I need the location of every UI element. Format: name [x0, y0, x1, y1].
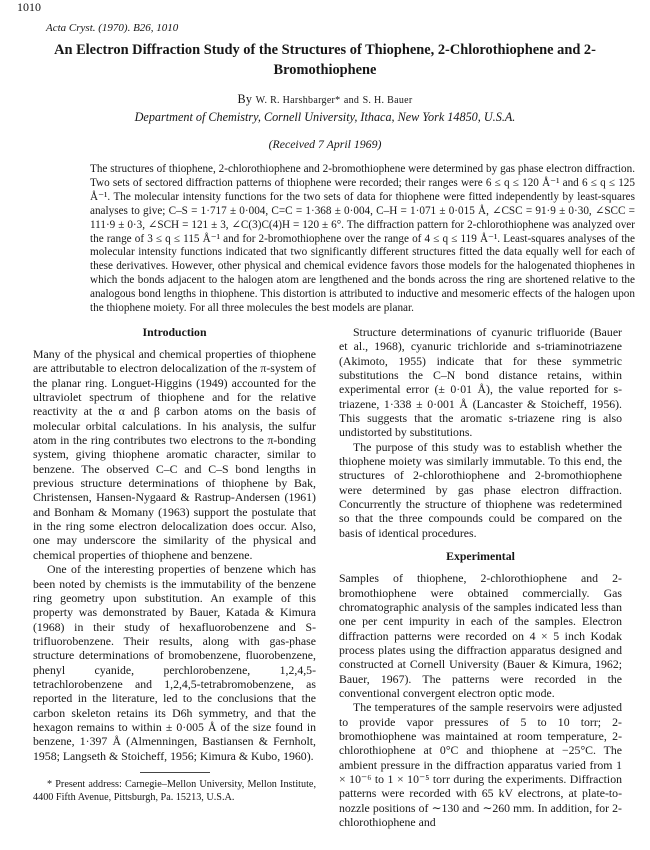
author-conjunction: and	[343, 95, 360, 106]
left-column	[33, 325, 316, 804]
abstract: The structures of thiophene, 2-chlorothiophene and 2-bromothiophene were determined by gas phase electron diffraction. Two sets of sectored diffraction patterns of thiophene were recorded; their ranges were 6 ≤ q ≤ 120 Å⁻¹ and 6 ≤ q ≤ 125 Å⁻¹. The molecular intensity functions for the two sets of data for thiophene were fitted independently by least-squares analyses to give; C–S = 1·717 ± 0·004, C=C = 1·368 ± 0·004, C–H = 1·071 ± 0·015 Å, ∠CSC = 91·9 ± 0·30, ∠SCC = 111·9 ± 0·3, ∠SCH = 121 ± 3, ∠C(3)C(4)H = 120 ± 6°. The diffraction pattern for 2-chlorothiophene was analyzed over the range of 3 ≤ q ≤ 115 Å⁻¹ and for 2-bromothiophene over the range of 4 ≤ q ≤ 119 Å⁻¹. Least-squares analyses of the molecular intensity functions indicated that two significantly different structures fitted the data equally well for each of these derivatives. However, other physical and chemical evidence favors those models for the halogenated thiophenes in which the bonds adjacent to the halogen atom are lengthened and the bonds across the ring are shortened relative to the analogous bond lengths in thiophene. This distortion is attributed to inductive and mesomeric effects of the halogen upon the thiophene moiety. For all three molecules the best models are planar.	[90, 163, 635, 315]
author-prefix: By	[237, 92, 253, 106]
journal-citation: Acta Cryst. (1970). B26, 1010	[46, 22, 179, 34]
author-line	[40, 92, 610, 107]
page-number: 1010	[17, 0, 41, 14]
footnote: * Present address: Carnegie–Mellon University, Mellon Institute, 4400 Fifth Avenue, Pittsburgh, Pa. 15213, U.S.A.	[33, 778, 316, 803]
author-2: S. H. Bauer	[362, 95, 413, 106]
footnote-divider	[140, 772, 210, 773]
intro-paragraph-2: One of the interesting properties of benzene which has been noted by chemists is the immutability of the benzene ring geometry upon substitution. An example of this property was demonstrated by Bauer, Katada & Kimura (1968) in their study of hexafluorobenzene and S-trifluorobenzene. Their results, along with gas-phase structure determinations of bromobenzene, fluorobenzene, phenyl cyanide, perchlorobenzene, 1,2,4,5-tetrachlorobenzene and 1,2,4,5-tetrabromobenzene, as reported in the literature, led to the conclusions that the carbon skeleton retains its D6h symmetry, and that the hexagon remains to within ± 0·005 Å of the size found in benzene, 1·397 Å (Almenningen, Bastiansen & Fernholt, 1958; Langseth & Stoicheff, 1956; Kimura & Kubo, 1960).	[33, 562, 316, 763]
introduction-heading: Introduction	[142, 325, 207, 339]
right-column	[339, 325, 622, 829]
experimental-heading: Experimental	[446, 549, 515, 564]
author-1: W. R. Harshbarger*	[255, 95, 341, 106]
intro-paragraph-4: The purpose of this study was to establish whether the thiophene moiety was similarly immutable. To this end, the structures of 2-chlorothiophene and 2-bromothiophene were determined by gas phase electron diffraction. Concurrently the structure of thiophene was redetermined so that the three compounds could be compared on the basis of identical procedures.	[339, 439, 622, 540]
article-title: An Electron Diffraction Study of the Structures of Thiophene, 2-Chlorothiophene and 2-Bromothiophene	[54, 42, 596, 78]
intro-paragraph-1: Many of the physical and chemical properties of thiophene are attributable to electron delocalization of the π-system of the planar ring. Longuet-Higgins (1949) accounted for the ultraviolet spectrum of thiophene and for the relative reactivity at the α and β carbon atoms on the basis of molecular orbital calculations. In his analysis, the sulfur atom in the ring contributes two electrons to the π-bonding system, giving thiophene aromatic character, similar to benzene. The observed C–C and C–S bond lengths in previous structure determinations of thiophene by Bak, Christensen, Hansen-Nygaard & Rastrup-Andersen (1961) and Bonham & Momany (1963) support the postulate that in the ring some electron delocalization does occur. Also, one may underscore the similarity of the physical and chemical properties of thiophene and benzene.	[33, 347, 316, 562]
intro-paragraph-3: Structure determinations of cyanuric trifluoride (Bauer et al., 1968), cyanuric trichloride and s-triaminotriazene (Akimoto, 1955) indicate that for these symmetric substitutions the C–N bond distance retains, within experimental error (± 0·01 Å), the value reported for s-triazene, 1·338 ± 0·001 Å (Lancaster & Stoicheff, 1956). This suggests that the aromatic s-triazene ring is also undistorted by substitutions.	[339, 325, 622, 440]
received-date: (Received 7 April 1969)	[268, 137, 382, 151]
experimental-paragraph-1: Samples of thiophene, 2-chlorothiophene and 2-bromothiophene were obtained commercially. Gas chromatographic analysis of the samples indicated less than one per cent impurity in each of the samples. Electron diffraction patterns were recorded on 4 × 5 inch Kodak process plates using the diffraction apparatus designed and constructed at Cornell University (Bauer & Kimura, 1962; Bauer, 1967). The patterns were recorded in the conventional convergent electron optic mode.	[339, 571, 622, 700]
experimental-paragraph-2: The temperatures of the sample reservoirs were adjusted to provide vapor pressures of 5 to 10 torr; 2-bromothiophene was maintained at room temperature, 2-chlorothiophene at 0°C and thiophene at −25°C. The ambient pressure in the diffraction apparatus varied from 1 × 10⁻⁶ to 1 × 10⁻⁵ torr during the experiments. Diffraction patterns were recorded with 65 kV electrons, at plate-to-nozzle positions of ∼130 and ∼260 mm. In addition, for 2-chlorothiophene and	[339, 700, 622, 829]
affiliation: Department of Chemistry, Cornell University, Ithaca, New York 14850, U.S.A.	[134, 110, 516, 124]
